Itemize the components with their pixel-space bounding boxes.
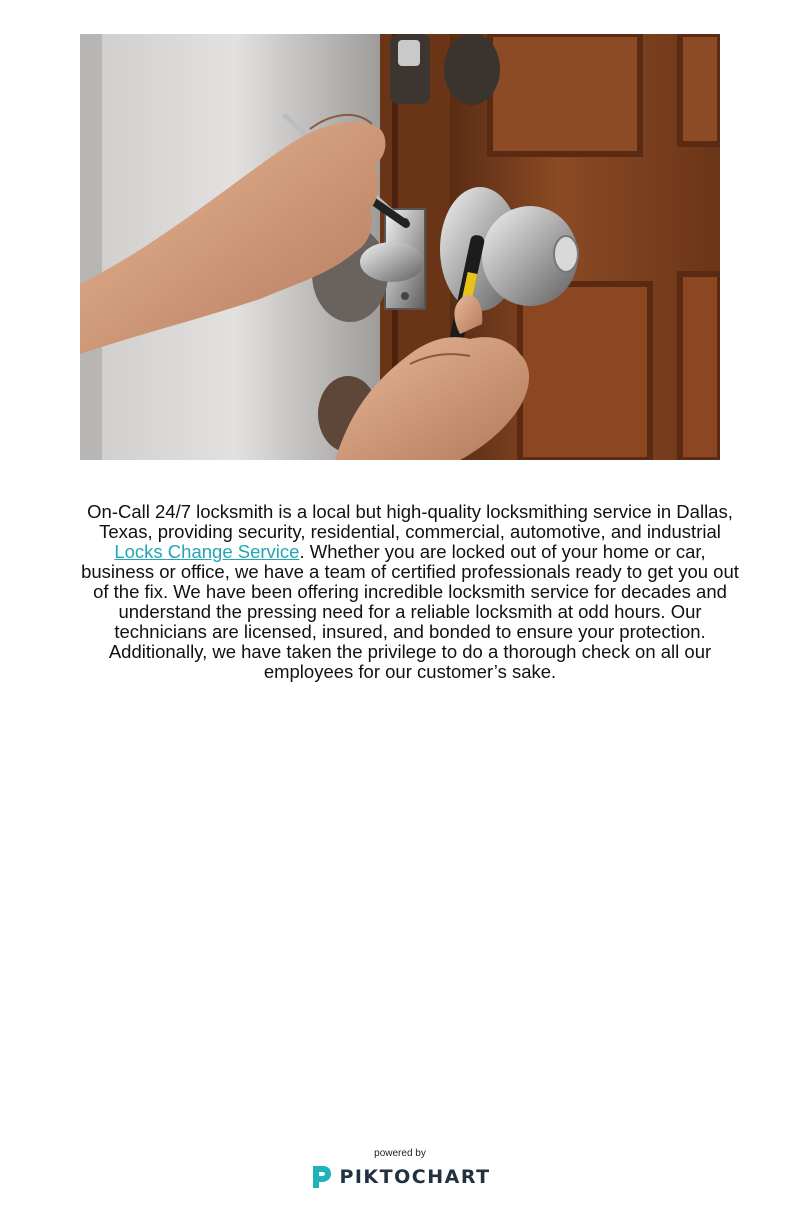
hero-image	[80, 34, 720, 460]
article-text-after: . Whether you are locked out of your home or car, business or office, we have a team of certified professionals ready to get you out of the fix. We have been offering incredible locksmith service for decades and understand the pressing need for a reliable locksmith at odd hours. Our technicians are licensed, insured, and bonded to ensure your protection. Additionally, we have taken the privilege to do a thorough check on all our employees for our customer’s sake.	[81, 541, 739, 682]
article-paragraph	[78, 502, 742, 682]
piktochart-wordmark: PIKTOCHART	[339, 1166, 491, 1188]
locks-change-service-link[interactable]: Locks Change Service	[114, 541, 300, 562]
footer	[300, 1148, 500, 1196]
piktochart-logo-icon	[309, 1164, 333, 1190]
powered-by-label: powered by	[374, 1148, 426, 1159]
article-text-before: On-Call 24/7 locksmith is a local but high-quality locksmithing service in Dallas, Texas, providing security, residential, commercial, automotive, and industrial	[87, 501, 733, 542]
locksmith-photo	[80, 34, 720, 460]
piktochart-brand[interactable]	[300, 1164, 500, 1190]
